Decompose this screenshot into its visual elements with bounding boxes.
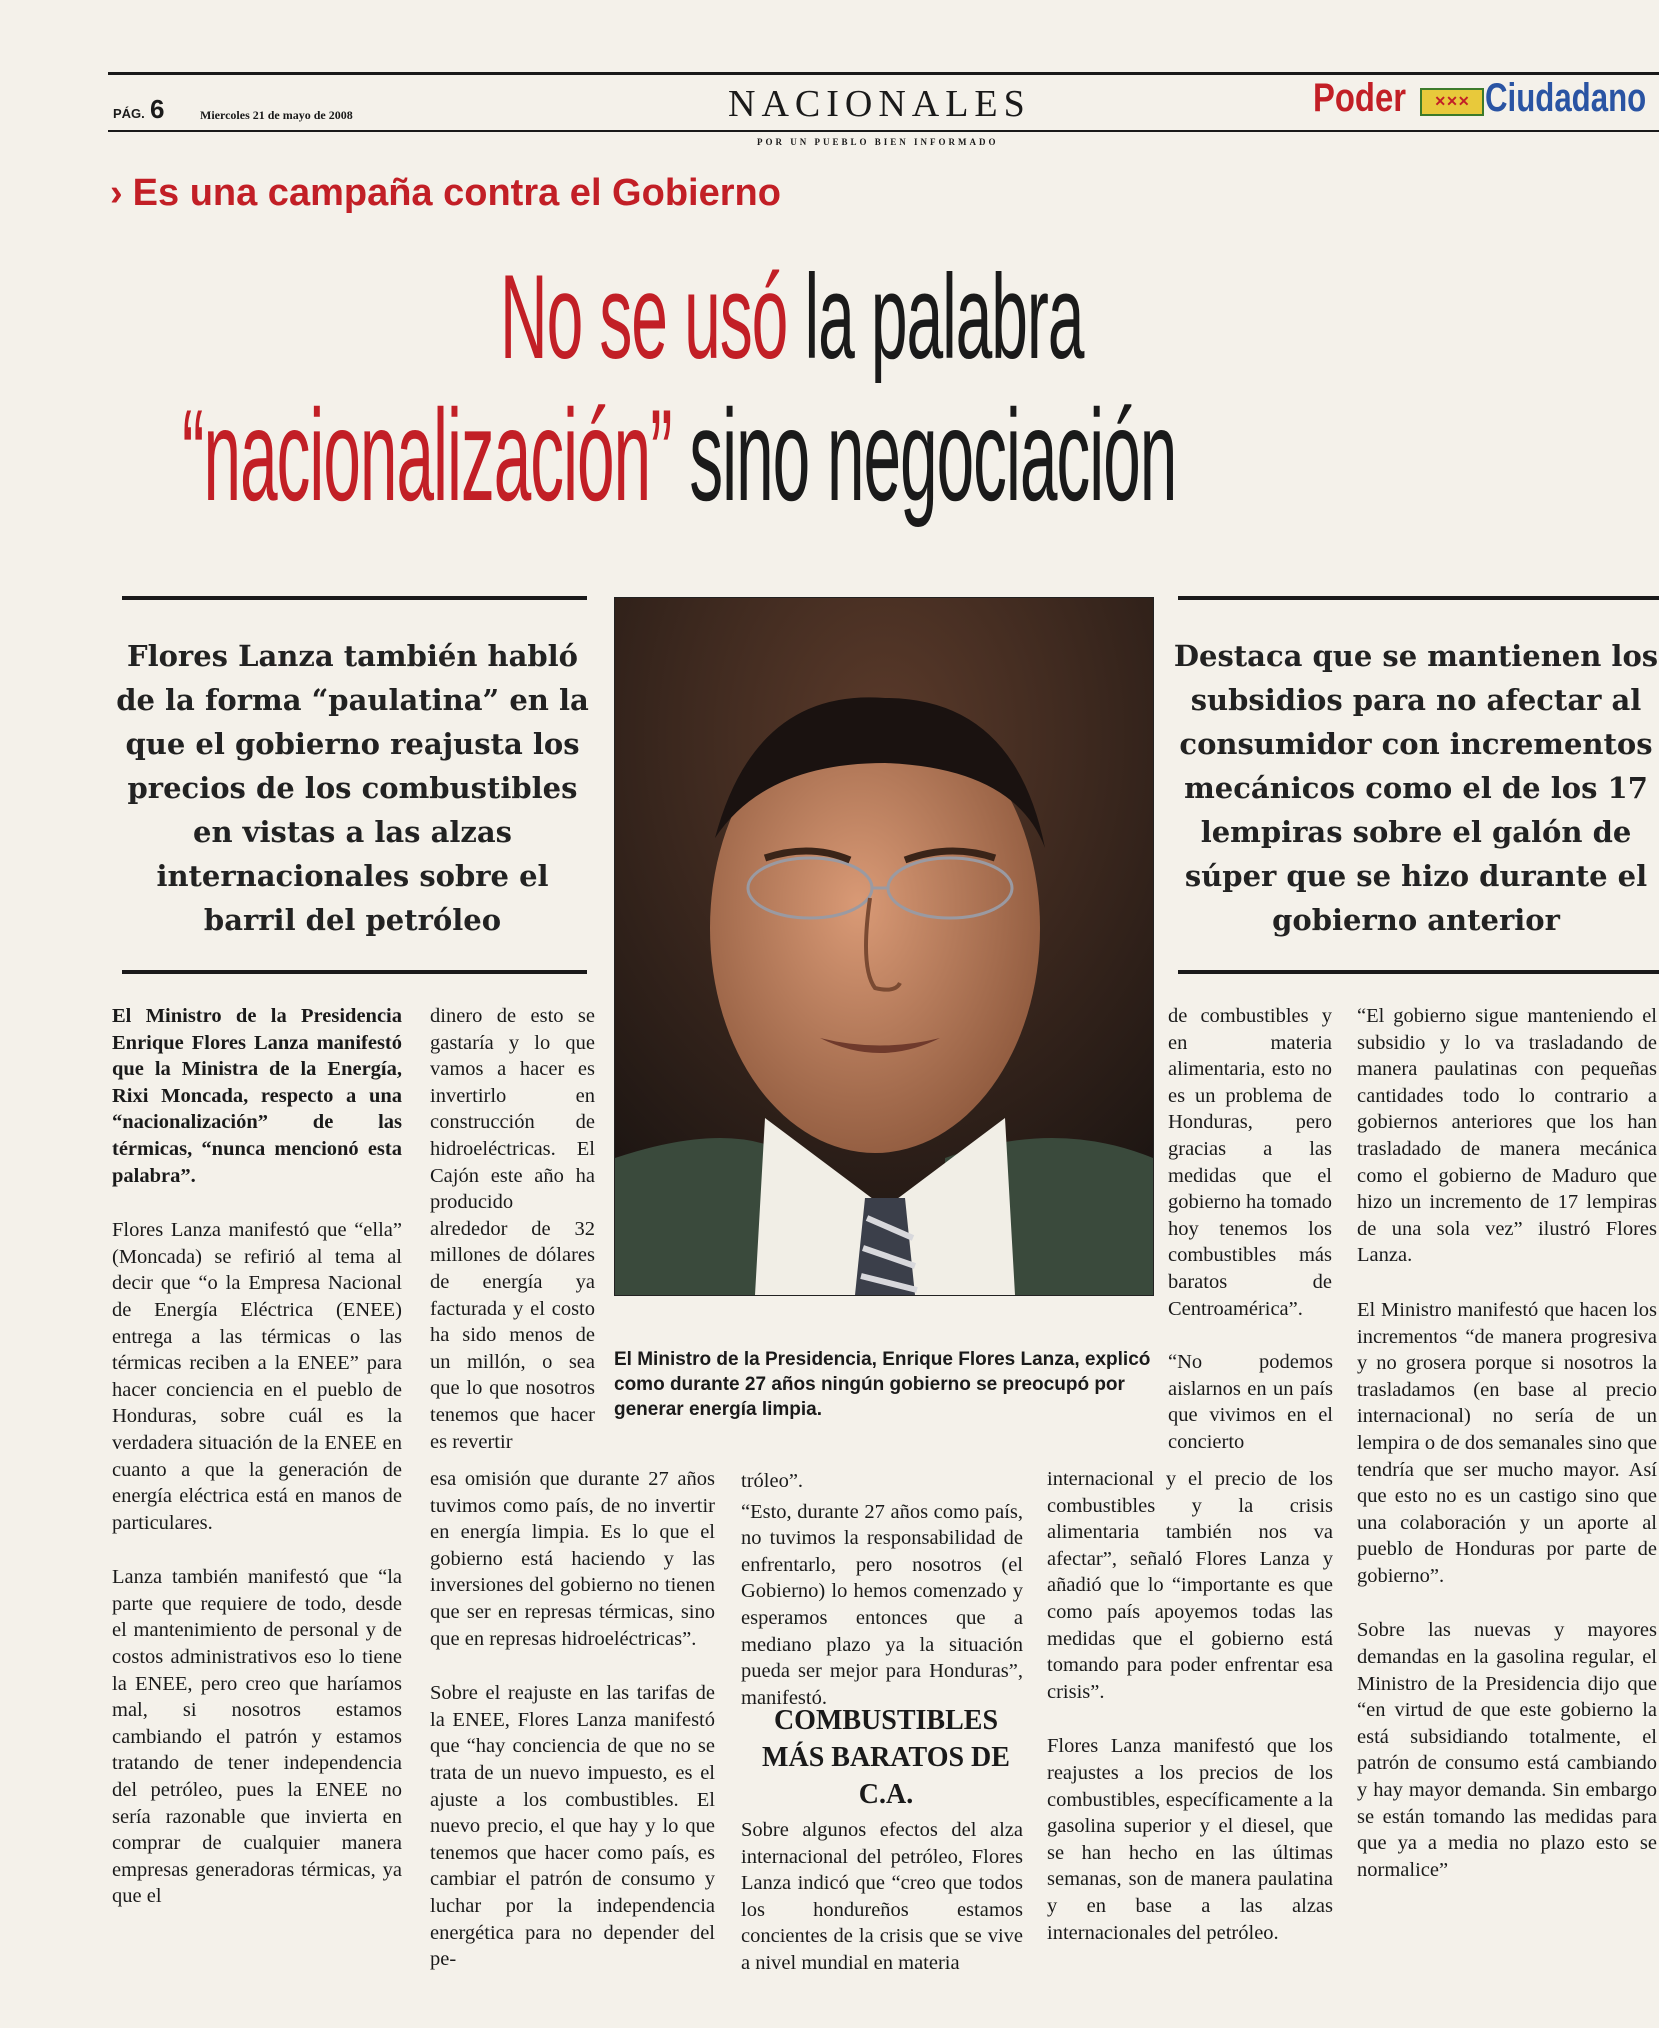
kicker (110, 172, 781, 215)
article-paragraph: de combustibles y en materia alimentaria, esto no es un problema de Honduras, pero gracias a las medidas que el gobierno ha tomado hoy tenemos los combustibles más baratos de Centroamérica”. (1168, 1005, 1332, 1320)
headline-red-part-1: No se usó (500, 250, 788, 384)
article-paragraph: “Esto, durante 27 años como país, no tuvimos la responsabilidad de enfrentarlo, pero nosotros (el Gobierno) lo hemos comenzado y esperamos entonces que a mediano plazo ya la situación pueda ser mejor para Honduras”, manifestó. (741, 1500, 1023, 1709)
article-paragraph: El Ministro de la Presidencia Enrique Flores Lanza manifestó que la Ministra de la Energía, Rixi Moncada, respecto a una “nacionalización” de las térmicas, “nunca mencionó esta palabra”. (112, 1005, 402, 1187)
deck-left-bottom-rule (122, 970, 587, 974)
masthead-top-rule (108, 72, 1659, 75)
article-column-2-continued (430, 1466, 715, 2001)
headline-black-part-1: la palabra (804, 250, 1084, 384)
article-column-5 (1357, 1003, 1657, 1911)
article-column-4-quote (1168, 1349, 1333, 1483)
headline-line-2 (182, 380, 1176, 530)
issue-date: Miercoles 21 de mayo de 2008 (200, 108, 353, 122)
masthead-bottom-rule (108, 130, 1659, 132)
article-column-3 (741, 1468, 1023, 1739)
section-subhead: COMBUSTIBLES MÁS BARATOS DE C.A. (762, 1705, 1010, 1810)
article-paragraph: Lanza también manifestó que “la parte que requiere de todo, desde el mantenimiento de personal y de costos administrativos eso lo tiene la ENEE, pero creo que haríamos mal, si nosotros estamos cambiando el patrón y estamos tratando de tener independencia del petróleo, pues la ENEE no sería razonable que invierta en comprar de cualquier manera empresas generadoras térmicas, ya que el (112, 1566, 402, 1908)
deck-right-bottom-rule (1178, 970, 1659, 974)
article-paragraph: Sobre el reajuste en las tarifas de la ENEE, Flores Lanza manifestó que “hay conciencia de que no se trata de un nuevo impuesto, es el ajuste a los combustibles. El nuevo precio, el que hay y lo que tenemos que hacer como país, es cambiar el patrón de consumo y luchar por la independencia energética para no depender del pe- (430, 1682, 715, 1971)
portrait-illustration (615, 598, 1153, 1295)
deck-left: Flores Lanza también habló de la forma “paulatina” en la que el gobierno reajusta los precios de los combustibles en vistas a las alzas internacionales sobre el barril del petróleo (116, 639, 589, 937)
deck-right: Destaca que se mantienen los subsidios para no afectar al consumidor con incrementos mecánicos como el de los 17 lempiras sobre el galón de súper que se hizo durante el gobierno anterior (1173, 639, 1659, 937)
article-paragraph: Flores Lanza manifestó que los reajustes a los precios de los combustibles, específicamente a la gasolina superior y el diesel, que se han hecho en las últimas semanas, son de manera paulatina y en base a las alzas internacionales del petróleo. (1047, 1735, 1333, 1944)
brand-logo-mark: ✕✕✕ (1420, 88, 1484, 116)
article-column-3-continued (741, 1817, 1023, 2005)
article-column-1 (112, 1003, 402, 1938)
article-paragraph: tróleo”. (741, 1470, 804, 1492)
deck-right-top-rule (1178, 596, 1659, 600)
photo-caption: El Ministro de la Presidencia, Enrique Flores Lanza, explicó como durante 27 años ningún gobierno se preocupó por generar energía limpia. (614, 1349, 1151, 1420)
article-column-4-continued (1047, 1466, 1333, 1974)
page-number: 6 (150, 94, 165, 124)
section-tagline: POR UN PUEBLO BIEN INFORMADO (757, 137, 999, 147)
deck-left-top-rule (122, 596, 587, 600)
article-paragraph: internacional y el precio de los combustibles y la crisis alimentaria también nos va afectar”, señaló Flores Lanza y añadió que lo “importante es que como país apoyemos todas las medidas que el gobierno está tomando para poder enfrentar esa crisis”. (1047, 1468, 1333, 1703)
article-paragraph: Sobre las nuevas y mayores demandas en la gasolina regular, el Ministro de la Presidencia dijo que “en virtud de que este gobierno la está subsidiando totalmente, el patrón de consumo está cambiando y hay mayor demanda. Sin embargo se están tomando las medidas para que ya a media no plazo esto se normalice” (1357, 1619, 1657, 1881)
headline-black-part-2: sino negociación (689, 382, 1177, 528)
article-paragraph: El Ministro manifestó que hacen los incrementos “de manera progresiva y no grosera porque si nosotros la trasladamos (en base al precio internacional) no sería de un lempira o de dos semanales sino que tendría que ser mucho mayor. Así que esto no es un castigo sino que una colaboración y un aporte al pueblo de Honduras por parte de gobierno”. (1357, 1298, 1657, 1587)
chevron-right-icon: › (110, 172, 123, 214)
brand-left: Poder (1313, 76, 1406, 120)
article-paragraph: “No podemos aislarnos en un país que vivimos en el concierto (1168, 1351, 1333, 1453)
portrait-photo (614, 597, 1154, 1296)
brand-right: Ciudadano (1485, 76, 1647, 120)
section-title: NACIONALES (728, 83, 1031, 125)
article-paragraph: esa omisión que durante 27 años tuvimos como país, de no invertir en energía limpia. Es lo que el gobierno está haciendo y las inversiones del gobierno no tienen que ser en represas térmicas, sino que en represas hidroeléctricas”. (430, 1468, 715, 1650)
headline-red-part-2: “nacionalización” (182, 382, 672, 528)
article-paragraph: “El gobierno sigue manteniendo el subsidio y lo va trasladando de manera paulatinas con pequeñas cantidades todo lo contrario a gobiernos anteriores que los han trasladado de manera mecánica como el gobierno de Maduro que hizo un incremento de 17 lempiras de una sola vez” ilustró Flores Lanza. (1357, 1005, 1657, 1267)
article-paragraph: Sobre algunos efectos del alza internacional del petróleo, Flores Lanza indicó que “creo que todos los hondureños estamos concientes de la crisis que se vive a nivel mundial en materia (741, 1819, 1023, 1974)
article-paragraph: dinero de esto se gastaría y lo que vamos a hacer es invertirlo en construcción de hidroeléctricas. El Cajón este año ha producido alrededor de 32 millones de dólares de energía ya facturada y el costo ha sido menos de un millón, o sea que lo que nosotros tenemos que hacer es revertir (430, 1005, 595, 1453)
kicker-text: Es una campaña contra el Gobierno (132, 172, 781, 214)
page-label: PÁG. (113, 106, 145, 121)
article-column-2 (430, 1003, 595, 1483)
article-paragraph: Flores Lanza manifestó que “ella” (Moncada) se refirió al tema al decir que “o la Empresa Nacional de Energía Eléctrica (ENEE) entrega a las térmicas o las térmicas reciben a la ENEE” para hacer conciencia en el pueblo de Honduras, sobre cuál es la verdadera situación de la ENEE en cuanto a que la generación de energía eléctrica está en manos de particulares. (112, 1219, 402, 1534)
article-column-4 (1168, 1003, 1332, 1350)
headline-line-1 (500, 248, 1083, 386)
